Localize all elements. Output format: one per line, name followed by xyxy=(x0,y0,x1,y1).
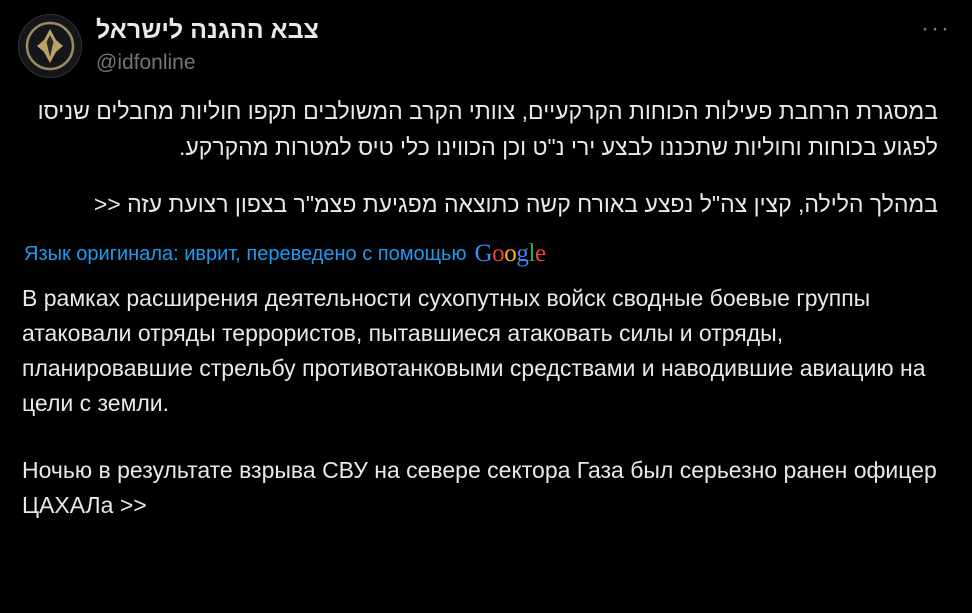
handle[interactable]: @idfonline xyxy=(96,50,196,74)
google-logo: G o o g l e xyxy=(474,239,546,267)
post-header xyxy=(0,0,972,78)
paragraph-spacer xyxy=(22,165,950,187)
author-name-block xyxy=(96,14,319,76)
translated-text-paragraph-2: Ночью в результате взрыва СВУ на севере сектора Газа был серьезно ранен офицер ЦАХАЛа >> xyxy=(22,456,944,518)
translation-note[interactable] xyxy=(22,239,950,269)
ellipsis-icon[interactable]: ··· xyxy=(921,15,951,42)
translation-note-text: Язык оригинала: иврит, переведено с помощью xyxy=(24,242,467,265)
translated-paragraph-spacer xyxy=(22,421,950,441)
avatar[interactable] xyxy=(18,14,82,78)
original-text-paragraph-2: במהלך הלילה, קצין צה"ל נפצע באורח קשה כתוצאה מפגיעת פצמ"ר בצפון רצועת עזה << xyxy=(93,191,938,218)
post-body xyxy=(0,94,972,523)
display-name[interactable]: צבא ההגנה לישראל xyxy=(96,16,319,44)
translated-text-paragraph-1: В рамках расширения деятельности сухопутных войск сводные боевые группы атаковали отряды террористов, пытавшиеся атаковать силы и отряды, планировавшие стрельбу противотанковыми средствами и наводившие авиацию на цели с земли. xyxy=(22,284,932,416)
original-text-paragraph-1: במסגרת הרחבת פעילות הכוחות הקרקעיים, צוותי הקרב המשולבים תקפו חוליות מחבלים שניסו לפגוע בכוחות וחוליות שתכננו לבצע ירי נ"ט וכן הכווינו כלי טיס למטרות מהקרקע. xyxy=(31,98,938,160)
